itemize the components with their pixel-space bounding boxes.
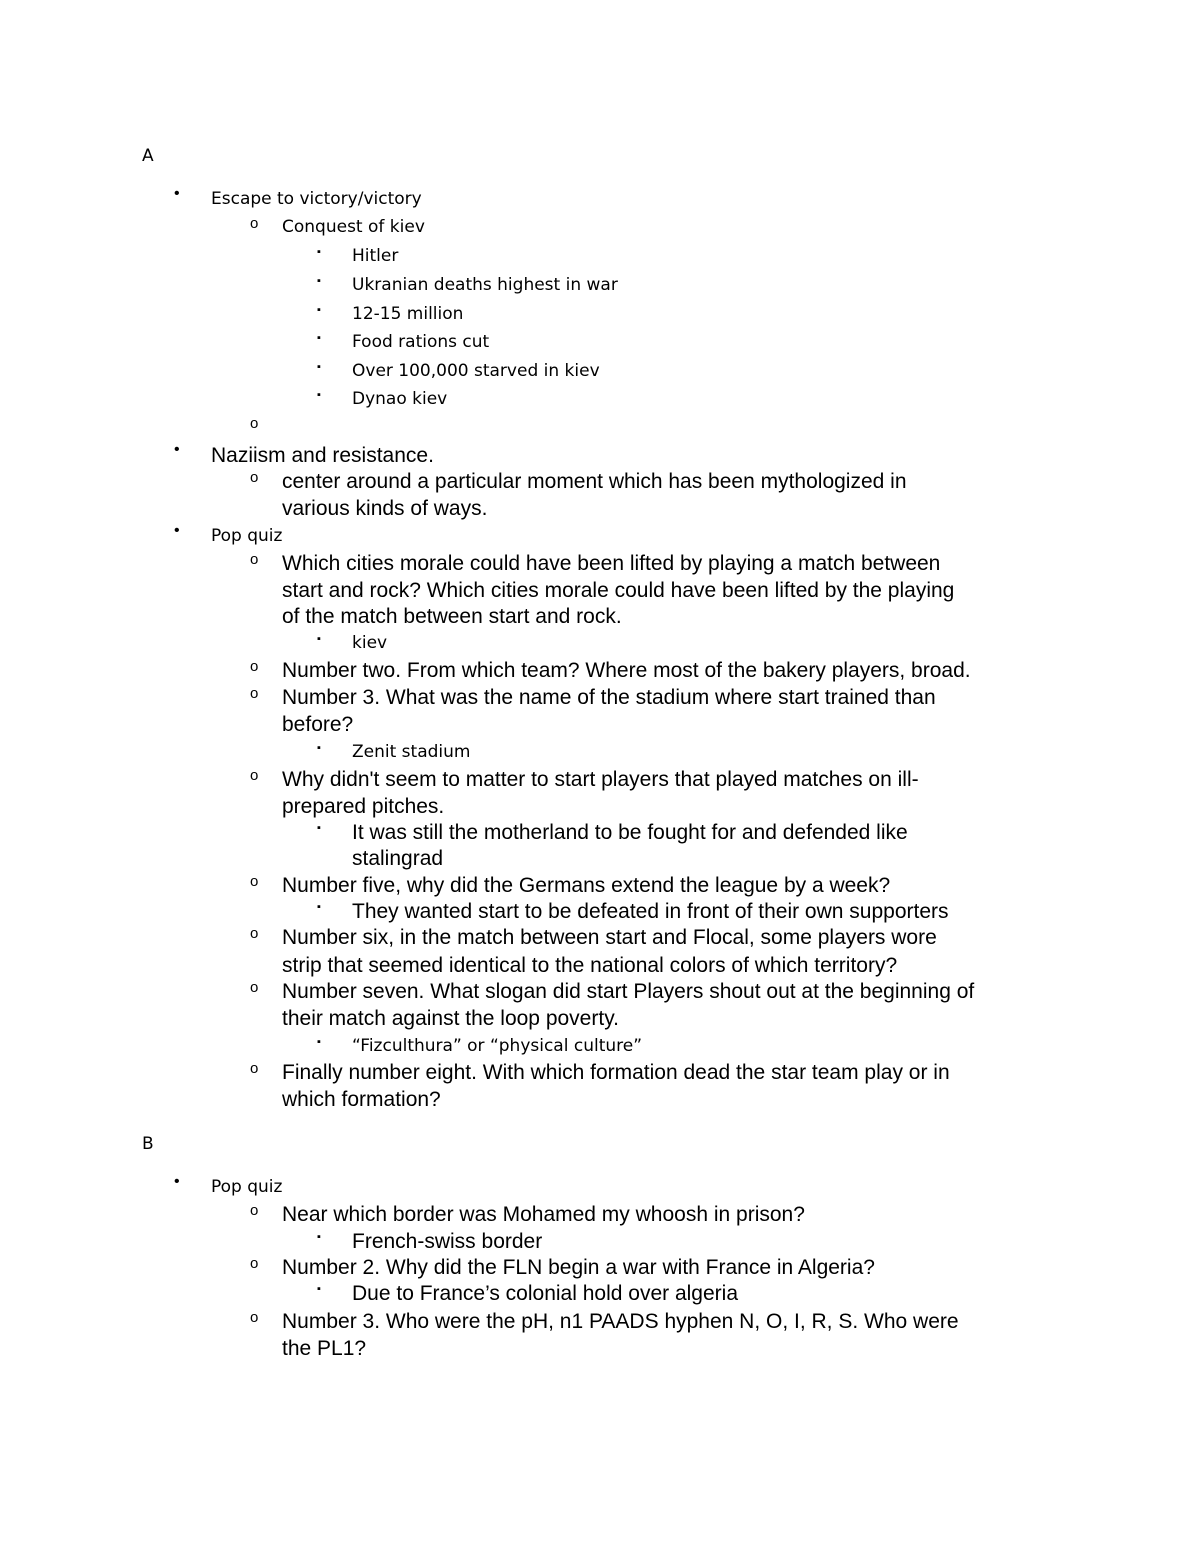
sub-bullet-marker: o (250, 415, 259, 432)
square-bullet-marker: ▪ (317, 1231, 321, 1243)
list-item-text: Ukranian deaths highest in war (352, 275, 618, 295)
question-text: prepared pitches. (282, 795, 445, 818)
sub-bullet-text: Conquest of kiev (282, 217, 425, 237)
sub-bullet-marker: o (250, 1309, 259, 1326)
bullet-marker: • (174, 441, 180, 458)
square-bullet-marker: ▪ (317, 822, 321, 834)
square-bullet-marker: ▪ (317, 1283, 321, 1295)
question-text: their match against the loop poverty. (282, 1007, 619, 1030)
answer-text: stalingrad (352, 847, 444, 870)
sub-bullet-marker: o (250, 925, 259, 942)
bullet-text: Pop quiz (211, 1177, 283, 1197)
question-text: of the match between start and rock. (282, 605, 622, 628)
square-bullet-marker: ▪ (317, 332, 321, 344)
bullet-text: Naziism and resistance. (211, 444, 434, 467)
list-item-text: Dynao kiev (352, 389, 448, 409)
sub-bullet-marker: o (250, 658, 259, 675)
question-text: before? (282, 713, 354, 736)
square-bullet-marker: ▪ (317, 389, 321, 401)
section-b-letter: B (142, 1134, 154, 1154)
bullet-text: Escape to victory/victory (211, 189, 422, 209)
bullet-marker: • (174, 185, 180, 202)
bullet-text: Pop quiz (211, 526, 283, 546)
answer-text: “Fizculthura” or “physical culture” (352, 1036, 643, 1056)
question-text: Which cities morale could have been lifted by playing a match between (282, 552, 941, 575)
square-bullet-marker: ▪ (317, 633, 321, 645)
answer-text: Due to France’s colonial hold over algeria (352, 1282, 738, 1305)
question-text: the PL1? (282, 1337, 367, 1360)
question-text: Number seven. What slogan did start Players shout out at the beginning of (282, 980, 975, 1003)
answer-text: They wanted start to be defeated in front of their own supporters (352, 900, 949, 923)
sub-bullet-marker: o (250, 979, 259, 996)
sub-bullet-marker: o (250, 1202, 259, 1219)
question-text: Why didn't seem to matter to start players that played matches on ill- (282, 768, 919, 791)
question-text: Near which border was Mohamed my whoosh in prison? (282, 1203, 805, 1226)
square-bullet-marker: ▪ (317, 246, 321, 258)
list-item-text: Over 100,000 starved in kiev (352, 361, 600, 381)
sub-bullet-marker: o (250, 551, 259, 568)
list-item-text: 12-15 million (352, 304, 464, 324)
sub-bullet-marker: o (250, 685, 259, 702)
sub-bullet-marker: o (250, 215, 259, 232)
answer-text: kiev (352, 633, 388, 653)
square-bullet-marker: ▪ (317, 901, 321, 913)
bullet-marker: • (174, 1173, 180, 1190)
sub-bullet-marker: o (250, 873, 259, 890)
list-item-text: Food rations cut (352, 332, 490, 352)
question-text: Number 2. Why did the FLN begin a war with France in Algeria? (282, 1256, 875, 1279)
answer-text: Zenit stadium (352, 742, 471, 762)
question-text: Finally number eight. With which formation dead the star team play or in (282, 1061, 950, 1084)
sub-bullet-marker: o (250, 767, 259, 784)
question-text: Number five, why did the Germans extend the league by a week? (282, 874, 891, 897)
question-text: Number two. From which team? Where most of the bakery players, broad. (282, 659, 971, 682)
question-text: Number six, in the match between start and Flocal, some players wore (282, 926, 937, 949)
sub-bullet-marker: o (250, 1255, 259, 1272)
question-text: Number 3. What was the name of the stadium where start trained than (282, 686, 936, 709)
square-bullet-marker: ▪ (317, 275, 321, 287)
bullet-marker: • (174, 522, 180, 539)
square-bullet-marker: ▪ (317, 304, 321, 316)
square-bullet-marker: ▪ (317, 742, 321, 754)
sub-bullet-text: various kinds of ways. (282, 497, 488, 520)
square-bullet-marker: ▪ (317, 361, 321, 373)
question-text: start and rock? Which cities morale could have been lifted by the playing (282, 579, 955, 602)
question-text: strip that seemed identical to the national colors of which territory? (282, 954, 898, 977)
sub-bullet-marker: o (250, 469, 259, 486)
sub-bullet-marker: o (250, 1060, 259, 1077)
sub-bullet-text: center around a particular moment which has been mythologized in (282, 470, 907, 493)
square-bullet-marker: ▪ (317, 1036, 321, 1048)
section-a-letter: A (142, 146, 154, 166)
question-text: Number 3. Who were the pH, n1 PAADS hyphen N, O, I, R, S. Who were (282, 1310, 959, 1333)
question-text: which formation? (282, 1088, 441, 1111)
list-item-text: Hitler (352, 246, 399, 266)
answer-text: French-swiss border (352, 1230, 543, 1253)
answer-text: It was still the motherland to be fought for and defended like (352, 821, 908, 844)
